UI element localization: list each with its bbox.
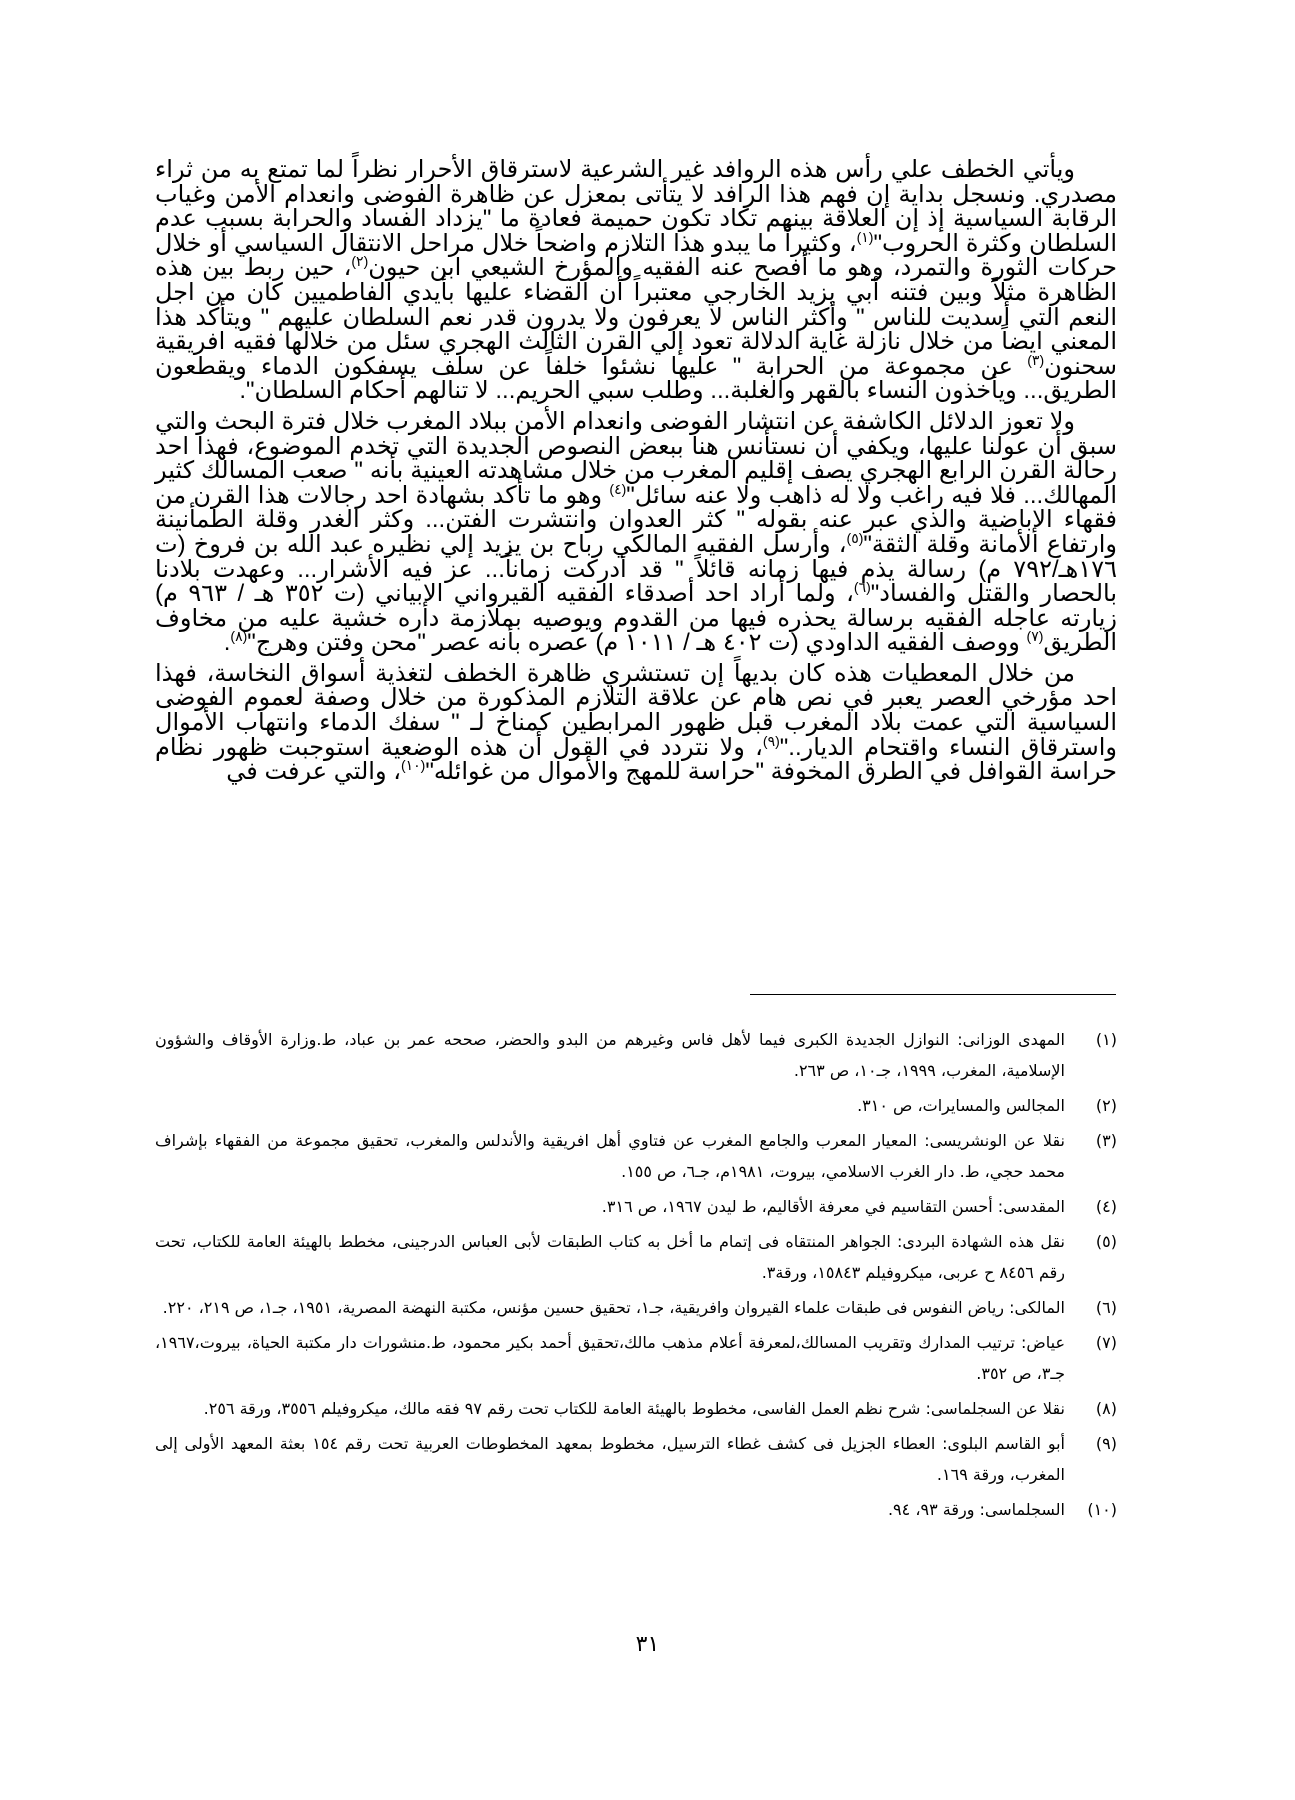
footnote-reference: (٨): [230, 628, 248, 645]
footnote-reference: (٤): [609, 480, 627, 497]
footnote-item: [155, 1292, 1117, 1323]
footnote-number: (٢): [1095, 1096, 1117, 1115]
body-paragraph: [155, 158, 1117, 404]
paragraph-text: ، وأرسل الفقيه المالكي رباح بن يزيد إلي نظيره عبد الله بن فروخ (ت ١٧٦هـ/٧٩٢ م) رسالة يذم فيها زمانه قائلاً " قد أدركت زماناً... عز فيه الأشرار... وعهدت بلادنا بالحصار والقتل والفساد": [155, 530, 1118, 608]
body-paragraph: [155, 659, 1117, 786]
footnote-text: المجالس والمسايرات، ص ٣١٠.: [857, 1096, 1065, 1115]
body-text: [155, 158, 1117, 785]
footnote-reference: (٥): [846, 529, 864, 546]
paragraph-text: ويأتي الخطف علي رأس هذه الروافد غير الشرعية لاسترقاق الأحرار نظراً لما تمتع به من ثراء مصدري. ونسجل بداية إن فهم هذا الرافد لا يتأتى بمعزل عن ظاهرة الفوضى وانعدام الأمن وغياب الرقابة السياسية إذ إن العلاقة بينهم تكاد تكون حميمة فعادة ما "يزداد الفساد والحرابة بسبب عدم السلطان وكثرة الحروب": [155, 156, 1117, 257]
footnote-number: (٥): [1095, 1232, 1117, 1251]
footnote-text: نقلا عن الونشريسى: المعيار المعرب والجامع المغرب عن فتاوي أهل افريقية والأندلس والمغرب، تحقيق مجموعة من الفقهاء بإشراف محمد حجي، ط. دار الغرب الاسلامي، بيروت، ١٩٨١م، جـ٦، ص ١٥٥.: [155, 1131, 1065, 1181]
page-number: ٣١: [635, 1632, 660, 1657]
paragraph-text: ، ولما أراد احد أصدقاء الفقيه القيرواني الإبياني (ت ٣٥٢ هـ / ٩٦٣ م) زيارته عاجله الفقيه برسالة يحذره فيها من القدوم ويوصيه بملازمة داره خشية عليه من مخاوف الطريق: [155, 580, 1117, 657]
footnote-reference: (٩): [762, 732, 780, 749]
footnote-text: نقلا عن السجلماسى: شرح نظم العمل الفاسى، مخطوط بالهيئة العامة للكتاب تحت رقم ٩٧ فقه مالك، ميكروفيلم ٣٥٥٦، ورقة ٢٥٦.: [203, 1399, 1065, 1418]
paragraph-text: ووصف الفقيه الداودي (ت ٤٠٢ هـ / ١٠١١ م) عصره بأنه عصر "محن وفتن وهرج": [247, 629, 1027, 657]
footnote-item: [155, 1393, 1117, 1424]
footnote-number: (٤): [1095, 1197, 1117, 1216]
paragraph-text: عن مجموعة من الحرابة " عليها نشئوا خلفاً عن سلف يسفكون الدماء ويقطعون الطريق... ويأخذون النساء بالقهر والغلبة... وطلب سبي الحريم... لا تنالهم أحكام السلطان".: [155, 352, 1117, 405]
footnote-text: المقدسى: أحسن التقاسيم في معرفة الأقاليم، ط ليدن ١٩٦٧، ص ٣١٦.: [601, 1197, 1065, 1216]
footnote-item: [155, 1494, 1117, 1525]
footnote-number: (٩): [1095, 1434, 1117, 1453]
footnote-number: (١٠): [1087, 1500, 1117, 1519]
footnote-item: [155, 1191, 1117, 1222]
footnote-item: [155, 1125, 1117, 1187]
footnote-text: عياض: ترتيب المدارك وتقريب المسالك،لمعرفة أعلام مذهب مالك،تحقيق أحمد بكير محمود، ط.منشورات دار مكتبة الحياة، بيروت،١٩٦٧، جـ٣، ص ٣٥٢.: [155, 1333, 1065, 1383]
footnote-item: [155, 1090, 1117, 1121]
footnote-reference: (١٠): [400, 757, 426, 774]
paragraph-text: ولا تعوز الدلائل الكاشفة عن انتشار الفوضى وانعدام الأمن ببلاد المغرب خلال فترة البحث والتي سبق أن عولنا عليها، ويكفي أن نستأنس هنا ببعض النصوص الجديدة التي تخدم الموضوع، فهذا احد رحالة القرن الرابع الهجري يصف إقليم المغرب من خلال مشاهدته العينية بأنه " صعب المسالك كثير المهالك... فلا فيه راغب ولا له ذاهب ولا عنه سائل": [155, 407, 1117, 509]
footnote-number: (٦): [1095, 1298, 1117, 1317]
paragraph-text: ، ولا نتردد في القول أن هذه الوضعية استوجبت ظهور نظام حراسة القوافل في الطرق المخوفة "حراسة للمهج والأموال من غوائله": [155, 733, 1117, 786]
footnote-item: [155, 1226, 1117, 1288]
footnote-number: (٣): [1095, 1131, 1117, 1150]
paragraph-text: وهو ما تأكد بشهادة احد رجالات هذا القرن من فقهاء الإباضية والذي عبر عنه بقوله " كثر العدوان وانتشرت الفتن... وكثر الغدر وقلة الطمأنينة وارتفاع الأمانة وقلة الثقة": [155, 481, 1118, 558]
footnote-item: [155, 1327, 1117, 1389]
footnote-separator: [750, 994, 1116, 995]
footnote-text: المالكى: رياض النفوس فى طبقات علماء القيروان وافريقية، جـ١، تحقيق حسين مؤنس، مكتبة النهضة المصرية، ١٩٥١، جـ١، ص ٢١٩، ٢٢٠.: [162, 1298, 1065, 1317]
paragraph-text: .: [223, 629, 231, 657]
footnote-text: المهدى الوزانى: النوازل الجديدة الكبرى فيما لأهل فاس وغيرهم من البدو والحضر، صححه عمر بن عباد، ط.وزارة الأوقاف والشؤون الإسلامية، المغرب، ١٩٩٩، جـ١٠، ص ٢٦٣.: [155, 1030, 1065, 1080]
paragraph-text: ، والتي عرفت في: [226, 758, 401, 786]
footnotes: [155, 1024, 1117, 1529]
footnote-reference: (١): [856, 228, 874, 245]
footnote-item: [155, 1428, 1117, 1490]
footnote-text: أبو القاسم البلوى: العطاء الجزيل فى كشف غطاء الترسيل، مخطوط بمعهد المخطوطات العربية تحت رقم ١٥٤ بعثة المعهد الأولى إلى المغرب، ورقة ١٦٩.: [155, 1434, 1065, 1484]
footnote-text: نقل هذه الشهادة البردى: الجواهر المنتقاه فى إتمام ما أخل به كتاب الطبقات لأبى العباس الدرجينى، مخطط بالهيئة العامة للكتاب، تحت رقم ٨٤٥٦ ح عربى، ميكروفيلم ١٥٨٤٣، ورقة٣.: [155, 1232, 1065, 1282]
footnote-number: (٨): [1095, 1399, 1117, 1418]
paragraph-text: ، وكثيراً ما يبدو هذا التلازم واضحاً خلال مراحل الانتقال السياسي أو خلال حركات الثورة والتمرد، وهو ما أفصح عنه الفقيه والمؤرخ الشيعي ابن حيون: [155, 229, 1117, 282]
footnote-number: (٧): [1095, 1333, 1117, 1352]
footnote-number: (١): [1095, 1030, 1117, 1049]
paragraph-text: ، حين ربط بين هذه الظاهرة مثلاً وبين فتنه أبي يزيد الخارجي معتبراً أن القضاء عليها بأيدي الفاطميين كان من اجل النعم التي أسديت للناس " وأكثر الناس لا يعرفون ولا يدرون قدر نعم السلطان عليهم " ويتأكد هذا المعني ايضاً من خلال نازلة غاية الدلالة تعود إلي القرن الثالث الهجري سئل من خلالها فقيه افريقية سحنون: [155, 254, 1117, 380]
footnote-reference: (٢): [351, 253, 369, 270]
footnote-reference: (٦): [853, 579, 871, 596]
footnote-item: [155, 1024, 1117, 1086]
footnote-reference: (٣): [1027, 351, 1045, 368]
footnote-text: السجلماسى: ورقة ٩٣، ٩٤.: [887, 1500, 1065, 1519]
body-paragraph: [155, 407, 1118, 657]
footnote-reference: (٧): [1026, 628, 1044, 645]
paragraph-text: من خلال المعطيات هذه كان بديهاً إن تستشري ظاهرة الخطف لتغذية أسواق النخاسة، فهذا احد مؤرخي العصر يعبر في نص هام عن علاقة التلازم المذكورة من خلال وصفة لعموم الفوضى السياسية التي عمت بلاد المغرب قبل ظهور المرابطين كمناخ لـ " سفك الدماء وانتهاب الأموال واسترقاق النساء واقتحام الديار..": [155, 659, 1117, 761]
